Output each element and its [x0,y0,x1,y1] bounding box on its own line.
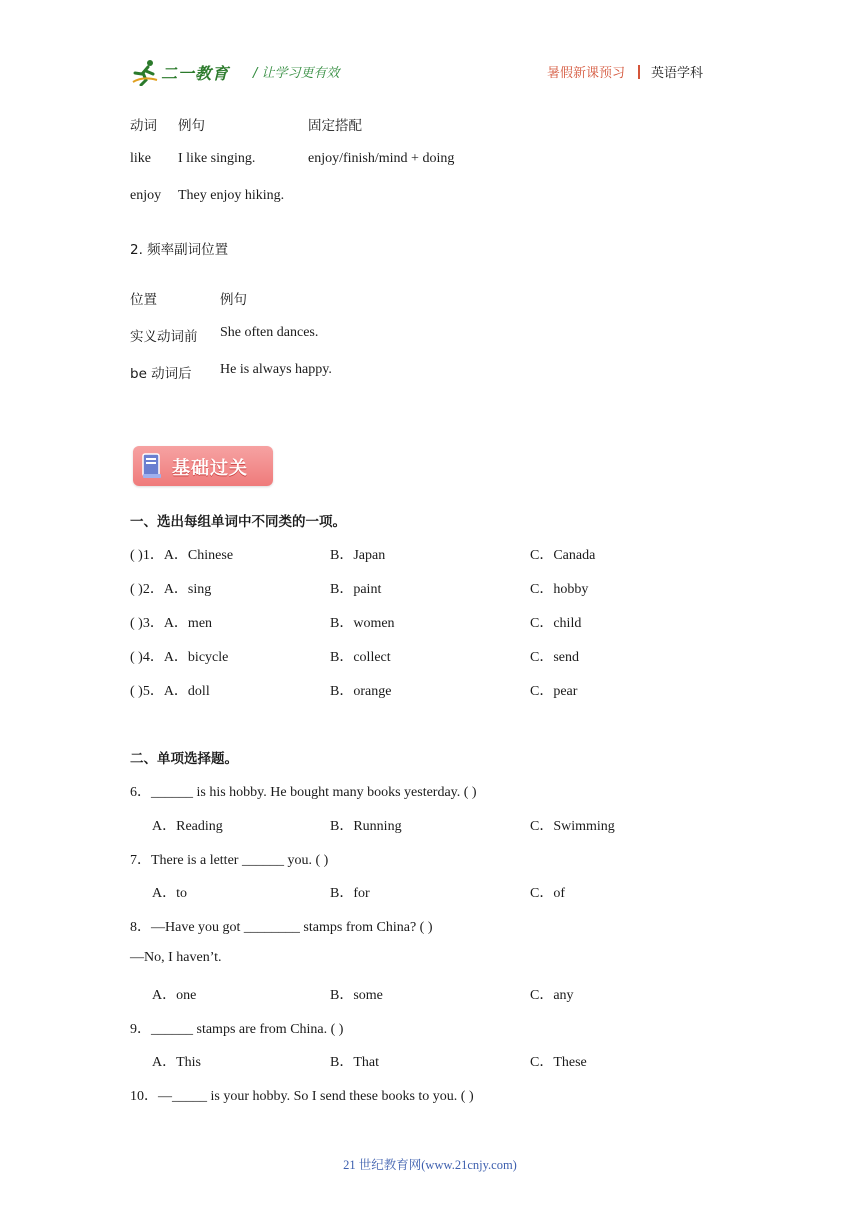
page-footer: 21 世纪教育网(www.21cnjy.com) [343,1158,517,1172]
question-dialogue-line: —No, I haven’t. [130,950,222,965]
question-item: ( )2．A．sing [130,582,212,597]
table-header: 动词 [130,118,157,134]
option-a: A．to [152,886,187,901]
table-cell: 实义动词前 [130,329,198,345]
table-cell: She often dances. [220,325,319,340]
table-header: 例句 [220,292,247,308]
question-stem: 8．—Have you got ________ stamps from China? ( ) [130,920,433,935]
option-b: B．for [330,886,370,901]
question-item: ( )4．A．bicycle [130,650,229,665]
brand-logo [131,58,229,86]
subject-label: 英语学科 [651,66,704,81]
option-c: C．Canada [530,548,596,563]
course-label: 暑假新课预习 [547,66,626,81]
option-b: B．paint [330,582,382,597]
book-icon [141,452,163,480]
table-cell: I like singing. [178,151,256,166]
option-b: B．That [330,1055,379,1070]
option-c: C．hobby [530,582,589,597]
slogan: / 让学习更有效 [253,66,340,81]
logo-text: 二一教育 [161,63,230,83]
question-item: ( )1．A．Chinese [130,548,234,563]
option-c: C．of [530,886,565,901]
option-b: B．Japan [330,548,386,563]
option-b: B．collect [330,650,391,665]
option-c: C．any [530,988,574,1003]
option-a: A．one [152,988,197,1003]
table-cell: be 动词后 [130,366,192,382]
runner-logo-icon [131,58,159,86]
question-stem: 6．______ is his hobby. He bought many books yesterday. ( ) [130,785,477,800]
option-b: B．women [330,616,395,631]
section-badge [133,446,273,486]
question-item: ( )5．A．doll [130,684,210,699]
table-cell: like [130,151,151,166]
table-cell: enjoy [130,188,162,203]
option-c: C．These [530,1055,587,1070]
option-a: A．Reading [152,819,223,834]
question-stem: 7．There is a letter ______ you. ( ) [130,853,329,868]
option-b: B．Running [330,819,402,834]
table-header: 位置 [130,292,157,308]
table-cell: They enjoy hiking. [178,188,285,203]
part1-title: 一、选出每组单词中不同类的一项。 [130,514,346,530]
option-a: A．This [152,1055,201,1070]
option-b: B．orange [330,684,392,699]
section-heading: 2. 频率副词位置 [130,242,229,258]
badge-label: 基础过关 [172,458,248,479]
option-c: C．pear [530,684,578,699]
option-c: C．Swimming [530,819,615,834]
table-header: 例句 [178,118,205,134]
table-header: 固定搭配 [308,118,362,134]
question-stem: 9．______ stamps are from China. ( ) [130,1022,344,1037]
option-c: C．child [530,616,582,631]
question-stem: 10．—_____ is your hobby. So I send these books to you. ( ) [130,1089,474,1104]
option-c: C．send [530,650,579,665]
table-cell: enjoy/finish/mind + doing [308,151,455,166]
header-course-info [547,62,703,81]
table-cell: He is always happy. [220,362,332,377]
option-b: B．some [330,988,383,1003]
part2-title: 二、单项选择题。 [130,751,238,767]
header-divider [638,65,640,79]
question-item: ( )3．A．men [130,616,213,631]
